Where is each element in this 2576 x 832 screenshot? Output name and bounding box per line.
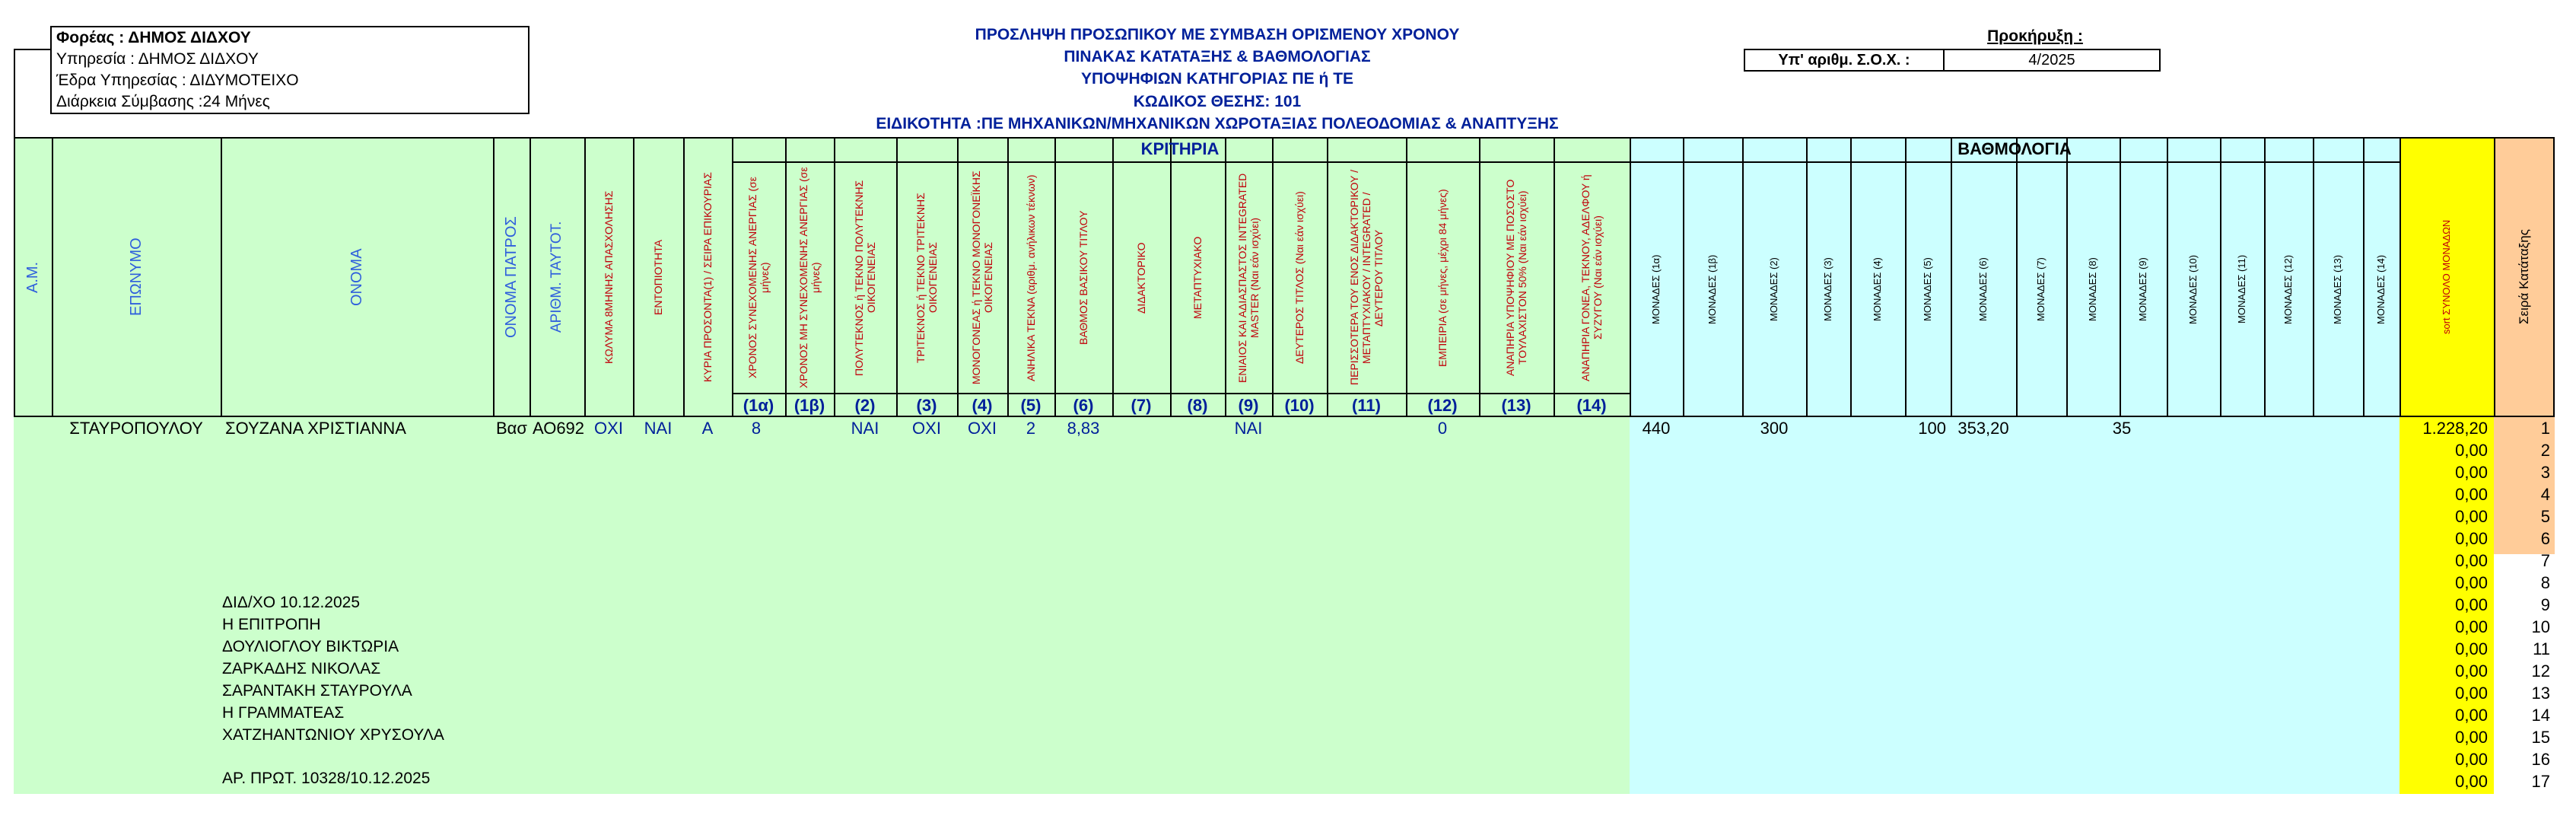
total-cell: 0,00 (2455, 573, 2488, 592)
header-obstacle: ΚΩΛΥΜΑ 8ΜΗΝΗΣ ΑΠΑΣΧΟΛΗΣΗΣ (603, 190, 615, 364)
total-cell: 0,00 (2455, 595, 2488, 614)
row1-local: ΝΑΙ (644, 419, 673, 438)
criteria-group-header: ΚΡΙΤΗΡΙΑ (1140, 139, 1220, 158)
row1-c5: 2 (1026, 419, 1036, 438)
criteria-number-5: (4) (972, 396, 993, 415)
footer-secretary: ΧΑΤΖΗΑΝΤΩΝΙΟΥ ΧΡΥΣΟΥΛΑ (222, 726, 444, 744)
rank-cell: 16 (2531, 750, 2550, 769)
header-c11: ΠΕΡΙΣΣΟΤΕΡΑ ΤΟΥ ΕΝΟΣ ΔΙΔΑΚΤΟΡΙΚΟΥ / ΜΕΤΑΠΤΥΧΙΑΚΟΥ / INTEGRATED / ΔΕΥΤΕΡΟΥ ΤΙΤΛΟΥ (1348, 170, 1385, 386)
header-m14: ΜΟΝΑΔΕΣ (14) (2375, 254, 2387, 324)
header-c12: ΕΜΠΕΙΡΙΑ (σε μήνες, μέχρι 84 μήνες) (1436, 189, 1449, 367)
grid-vline (14, 49, 15, 139)
header-m3: ΜΟΝΑΔΕΣ (3) (1822, 257, 1833, 321)
rank-cell: 12 (2531, 661, 2550, 681)
duration-label: Διάρκεια Σύμβασης :24 Μήνες (56, 93, 270, 110)
title-line-2: ΠΙΝΑΚΑΣ ΚΑΤΑΤΑΞΗΣ & ΒΑΘΜΟΛΟΓΙΑΣ (1064, 48, 1371, 65)
service-label: Υπηρεσία : ΔΗΜΟΣ ΔΙΔΧΟΥ (56, 50, 259, 68)
criteria-number-14: (13) (1501, 396, 1531, 415)
row1-surname: ΣΤΑΥΡΟΠΟΥΛΟΥ (69, 419, 203, 438)
row1-c1a: 8 (751, 419, 762, 438)
total-cell: 0,00 (2455, 551, 2488, 570)
footer-member-3: ΣΑΡΑΝΤΑΚΗ ΣΤΑΥΡΟΥΛΑ (222, 682, 412, 700)
rank-cell: 8 (2540, 573, 2550, 592)
criteria-number-8: (7) (1131, 396, 1152, 415)
rank-cell: 7 (2540, 551, 2550, 570)
header-c14: ΑΝΑΠΗΡΙΑ ΓΟΝΕΑ, ΤΕΚΝΟΥ, ΑΔΕΛΦΟΥ ή ΣΥΖΥΓΟΥ (Ναι εάν ισχύει) (1579, 174, 1604, 381)
total-cell: 0,00 (2455, 706, 2488, 725)
criteria-number-11: (10) (1284, 396, 1315, 415)
row1-m9: 35 (2112, 419, 2132, 438)
total-cell: 0,00 (2455, 485, 2488, 504)
soh-box (1744, 49, 2161, 72)
row1-name: ΣΟΥΖΑΝΑ ΧΡΙΣΤΙΑΝΝΑ (225, 419, 406, 438)
header-c13: ΑΝΑΠΗΡΙΑ ΥΠΟΨΗΦΙΟΥ ΜΕ ΠΟΣΟΣΤΟ ΤΟΥΛΑΧΙΣΤΟΝ 50% (Ναι εάν ισχύει) (1504, 179, 1528, 377)
header-m8: ΜΟΝΑΔΕΣ (8) (2087, 257, 2098, 321)
grid-vline (2553, 137, 2555, 417)
header-m10: ΜΟΝΑΔΕΣ (10) (2187, 254, 2199, 324)
header-c7: ΔΙΔΑΚΤΟΡΙΚΟ (1135, 242, 1147, 314)
header-c3: ΤΡΙΤΕΚΝΟΣ ή ΤΕΚΝΟ ΤΡΙΤΕΚΝΗΣ ΟΙΚΟΓΕΝΕΙΑΣ (914, 193, 939, 363)
header-c4: ΜΟΝΟΓΟΝΕΑΣ ή ΤΕΚΝΟ ΜΟΝΟΓΟΝΕΪΚΗΣ ΟΙΚΟΓΕΝΕΙΑΣ (970, 171, 994, 385)
header-priority: ΚΥΡΙΑ ΠΡΟΣΟΝΤΑ(1) / ΣΕΙΡΑ ΕΠΙΚΟΥΡΙΑΣ (701, 172, 714, 382)
row1-c9: ΝΑΙ (1234, 419, 1263, 438)
row1-c6: 8,83 (1067, 419, 1100, 438)
row1-c4: ΟΧΙ (968, 419, 997, 438)
total-cell: 0,00 (2455, 750, 2488, 769)
total-cell: 0,00 (2455, 661, 2488, 681)
rank-cell: 13 (2531, 684, 2550, 703)
rank-cell: 6 (2540, 529, 2550, 548)
header-m13: ΜΟΝΑΔΕΣ (13) (2332, 254, 2343, 324)
rank-cell: 3 (2540, 463, 2550, 482)
row1-c2: ΝΑΙ (851, 419, 879, 438)
criteria-number-3: (2) (854, 396, 876, 415)
header-m1a: ΜΟΝΑΔΕΣ (1α) (1650, 254, 1662, 324)
header-c10: ΔΕΥΤΕΡΟΣ ΤΙΤΛΟΣ (Ναι εάν ισχύει) (1293, 191, 1305, 365)
criteria-number-12: (11) (1352, 396, 1381, 415)
header-c8: ΜΕΤΑΠΤΥΧΙΑΚΟ (1191, 236, 1204, 320)
criteria-number-4: (3) (916, 396, 937, 415)
total-cell: 0,00 (2455, 639, 2488, 658)
header-c9: ΕΝΙΑΙΟΣ ΚΑΙ ΑΔΙΑΣΠΑΣΤΟΣ INTEGRATED MASTER (Ναι εάν ισχύει) (1236, 173, 1261, 383)
header-c6: ΒΑΘΜΟΣ ΒΑΣΙΚΟΥ ΤΙΤΛΟΥ (1077, 210, 1089, 346)
header-m4: ΜΟΝΑΔΕΣ (4) (1872, 257, 1883, 321)
criteria-number-10: (9) (1238, 396, 1259, 415)
title-line-5: ΕΙΔΙΚΟΤΗΤΑ :ΠΕ ΜΗΧΑΝΙΚΩΝ/ΜΗΧΑΝΙΚΩΝ ΧΩΡΟΤΑΞΙΑΣ ΠΟΛΕΟΔΟΜΙΑΣ & ΑΝΑΠΤΥΞΗΣ (876, 115, 1559, 132)
total-cell: 0,00 (2455, 441, 2488, 460)
title-line-4: ΚΩΔΙΚΟΣ ΘΕΣΗΣ: 101 (1133, 93, 1302, 110)
header-surname: ΕΠΩΝΥΜΟ (128, 237, 145, 317)
rank-cell: 15 (2531, 728, 2550, 747)
rank-cell: 14 (2531, 706, 2550, 725)
row1-m2: 300 (1760, 419, 1789, 438)
total-cell: 0,00 (2455, 529, 2488, 548)
header-am: Α.Μ. (24, 261, 41, 293)
header-m1b: ΜΟΝΑΔΕΣ (1β) (1706, 254, 1718, 324)
header-m6: ΜΟΝΑΔΕΣ (6) (1977, 257, 1989, 321)
footer-committee: Η ΕΠΙΤΡΟΠΗ (222, 616, 321, 633)
row1-m6: 353,20 (1957, 419, 2009, 438)
row1-c3: ΟΧΙ (912, 419, 941, 438)
header-m5: ΜΟΝΑΔΕΣ (5) (1922, 257, 1933, 321)
rank-cell: 10 (2531, 617, 2550, 636)
title-line-1: ΠΡΟΣΛΗΨΗ ΠΡΟΣΩΠΙΚΟΥ ΜΕ ΣΥΜΒΑΣΗ ΟΡΙΣΜΕΝΟΥ ΧΡΟΝΟΥ (975, 26, 1460, 43)
header-m7: ΜΟΝΑΔΕΣ (7) (2035, 257, 2046, 321)
soh-label: Υπ' αριθμ. Σ.Ο.Χ. : (1745, 50, 1945, 70)
rank-cell: 4 (2540, 485, 2550, 504)
header-c5: ΑΝΗΛΙΚΑ ΤΕΚΝΑ (αριθμ. ανήλικων τέκνων) (1025, 174, 1037, 381)
seat-label: Έδρα Υπηρεσίας : ΔΙΔΥΜΟΤΕΙΧΟ (56, 72, 299, 89)
criteria-number-9: (8) (1187, 396, 1208, 415)
row1-priority: Α (701, 419, 714, 438)
rank-cell: 9 (2540, 595, 2550, 614)
criteria-number-6: (5) (1020, 396, 1042, 415)
row1-father: Βασ (496, 419, 527, 438)
grid-hline (14, 49, 52, 50)
proclamation-label: Προκήρυξη : (1987, 27, 2083, 45)
criteria-number-2: (1β) (793, 396, 825, 415)
row1-m5: 100 (1918, 419, 1946, 438)
agency-info-box (50, 26, 530, 114)
total-cell: 0,00 (2455, 728, 2488, 747)
header-m12: ΜΟΝΑΔΕΣ (12) (2282, 254, 2294, 324)
header-name: ΟΝΟΜΑ (348, 248, 365, 306)
header-local: ΕΝΤΟΠΙΟΤΗΤΑ (652, 239, 664, 315)
total-cell: 1.228,20 (2422, 419, 2488, 438)
header-m2: ΜΟΝΑΔΕΣ (2) (1768, 257, 1779, 321)
row1-id: ΑΟ692 (533, 419, 585, 438)
rank-cell: 2 (2540, 441, 2550, 460)
criteria-number-13: (12) (1427, 396, 1458, 415)
rank-cell: 1 (2540, 419, 2550, 438)
footer-member-1: ΔΟΥΛΙΟΓΛΟΥ ΒΙΚΤΩΡΙΑ (222, 638, 399, 655)
total-cell: 0,00 (2455, 507, 2488, 526)
header-m11: ΜΟΝΑΔΕΣ (11) (2236, 254, 2247, 324)
rank-cell: 17 (2531, 772, 2550, 791)
scoring-group-header: ΒΑΘΜΟΛΟΓΙΑ (1957, 139, 2072, 158)
total-cell: 0,00 (2455, 617, 2488, 636)
rank-cell: 11 (2533, 639, 2550, 658)
header-c1a: ΧΡΟΝΟΣ ΣΥΝΕΧΟΜΕΝΗΣ ΑΝΕΡΓΙΑΣ (σε μήνες) (746, 177, 771, 379)
row1-c12: 0 (1437, 419, 1448, 438)
criteria-number-15: (14) (1576, 396, 1607, 415)
footer-protocol: ΑΡ. ΠΡΩΤ. 10328/10.12.2025 (222, 770, 431, 787)
footer-secretary-label: Η ΓΡΑΜΜΑΤΕΑΣ (222, 704, 345, 722)
criteria-number-7: (6) (1073, 396, 1094, 415)
soh-value: 4/2025 (2028, 52, 2075, 69)
footer-member-2: ΖΑΡΚΑΔΗΣ ΝΙΚΟΛΑΣ (222, 660, 381, 677)
agency-label: Φορέας : ΔΗΜΟΣ ΔΙΔΧΟΥ (56, 29, 251, 46)
header-id: ΑΡΙΘΜ. ΤΑΥΤΟΤ. (549, 221, 564, 333)
criteria-number-1: (1α) (743, 396, 774, 415)
header-m9: ΜΟΝΑΔΕΣ (9) (2137, 257, 2148, 321)
rank-cell: 5 (2540, 507, 2550, 526)
header-total: sort ΣΥΝΟΛΟ ΜΟΝΑΔΩΝ (2441, 219, 2452, 335)
row1-m1a: 440 (1642, 419, 1671, 438)
row1-obstacle: ΟΧΙ (594, 419, 623, 438)
total-cell: 0,00 (2455, 463, 2488, 482)
footer-date: ΔΙΔ/ΧΟ 10.12.2025 (222, 594, 361, 611)
header-c1b: ΧΡΟΝΟΣ ΜΗ ΣΥΝΕΧΟΜΕΝΗΣ ΑΝΕΡΓΙΑΣ (σε μήνες) (797, 167, 822, 389)
total-cell: 0,00 (2455, 772, 2488, 791)
header-c2: ΠΟΛΥΤΕΚΝΟΣ ή ΤΕΚΝΟ ΠΟΛΥΤΕΚΝΗΣ ΟΙΚΟΓΕΝΕΙΑΣ (853, 180, 877, 376)
header-father: ΟΝΟΜΑ ΠΑΤΡΟΣ (503, 216, 520, 338)
header-rank: Σειρά Κατάταξης (2517, 229, 2531, 325)
total-cell: 0,00 (2455, 684, 2488, 703)
title-line-3: ΥΠΟΨΗΦΙΩΝ ΚΑΤΗΓΟΡΙΑΣ ΠΕ ή ΤΕ (1080, 70, 1354, 88)
